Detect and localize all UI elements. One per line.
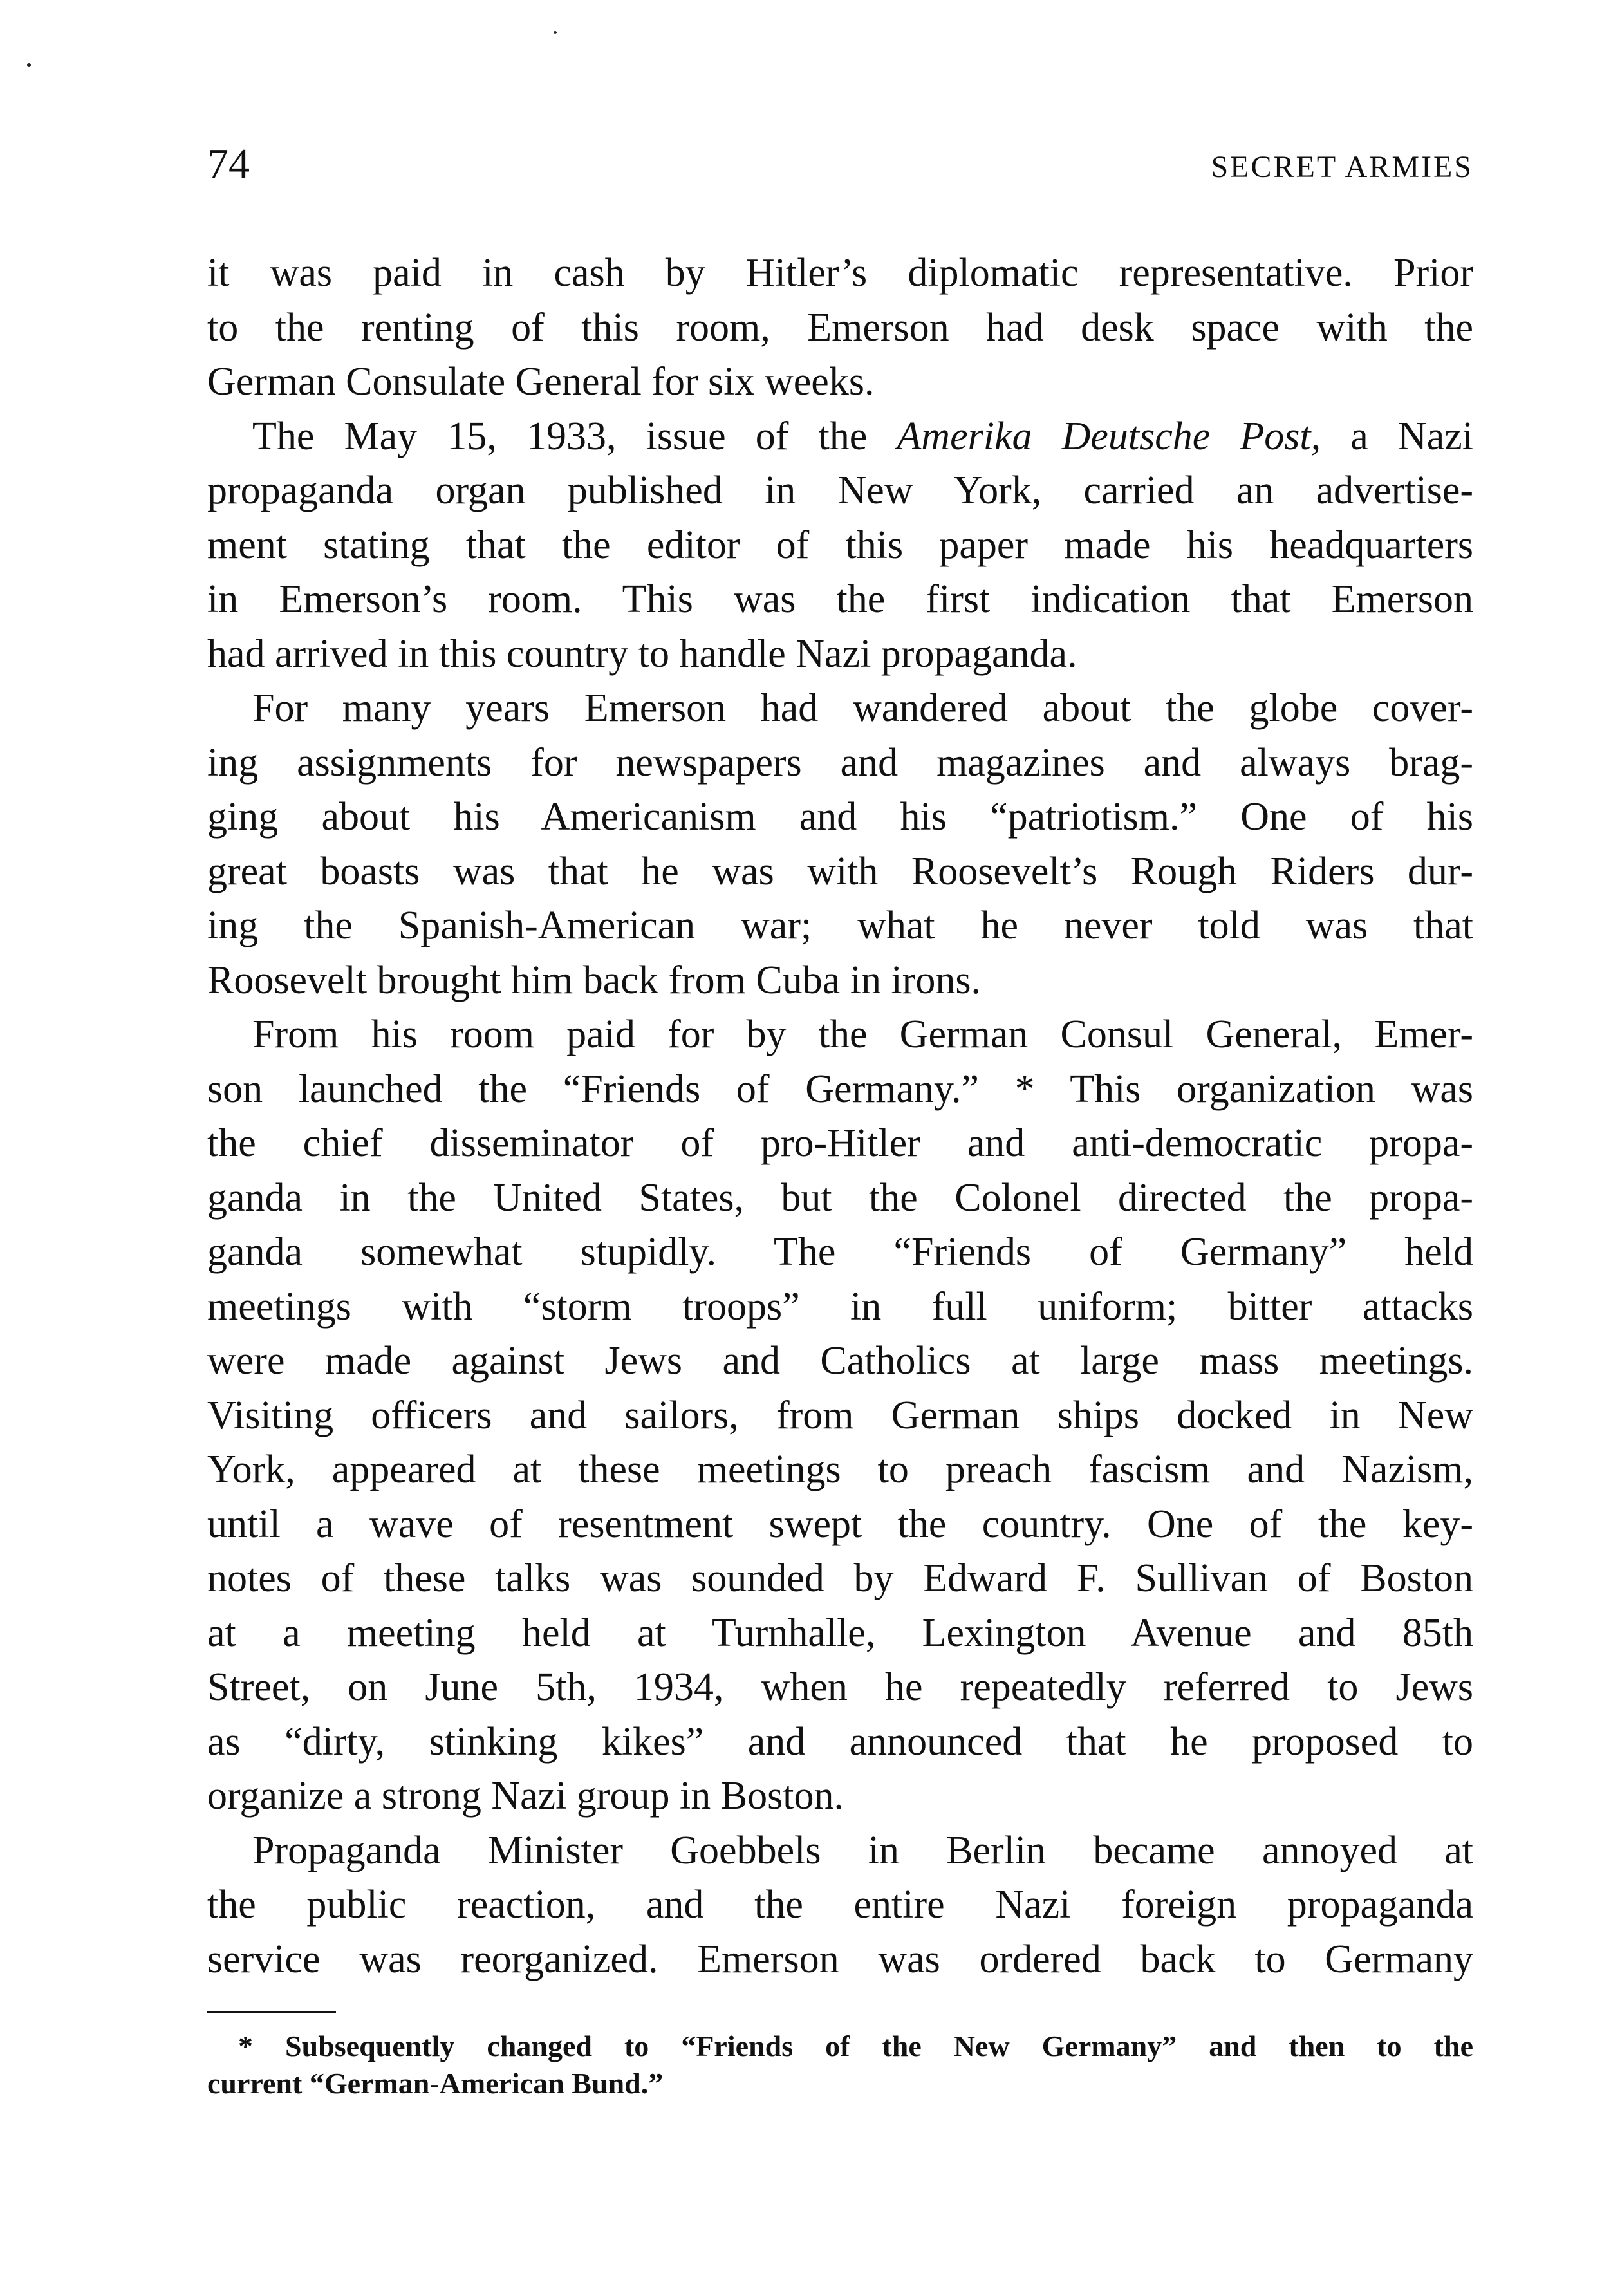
footnote [207,2028,1473,2102]
text-line: propaganda organ published in New York, carried an advertise- [207,469,1473,512]
text-line: until a wave of resentment swept the country. One of the key- [207,1502,1473,1546]
paragraph [207,246,1473,409]
text-line: Propaganda Minister Goebbels in Berlin became annoyed at [252,1828,1473,1872]
page-number: 74 [207,140,250,187]
footnote-line: * Subsequently changed to “Friends of the New Germany” and then to the [238,2030,1473,2062]
paragraph [207,409,1473,682]
text-line: Visiting officers and sailors, from German ships docked in New [207,1393,1473,1437]
print-speck [27,63,31,67]
paragraph [207,1007,1473,1824]
text-line: ganda somewhat stupidly. The “Friends of Germany” held [207,1230,1473,1274]
running-head: SECRET ARMIES [1211,150,1473,184]
body-text [207,246,1473,1986]
text-line: organize a strong Nazi group in Boston. [207,1774,844,1818]
text-line: had arrived in this country to handle Nazi propaganda. [207,631,1077,676]
text-line: For many years Emerson had wandered about the globe cover- [252,686,1473,730]
text-line: From his room paid for by the German Consul General, Emer- [252,1013,1473,1056]
text-line [207,409,1473,464]
text-line: meetings with “storm troops” in full uniform; bitter attacks [207,1284,1473,1329]
footnote-line: current “German-American Bund.” [207,2067,664,2100]
text-line: the chief disseminator of pro-Hitler and anti-democratic propa- [207,1121,1473,1165]
footnote-rule [207,2011,336,2013]
text-line: at a meeting held at Turnhalle, Lexington Avenue and 85th [207,1610,1473,1655]
publication-title: Amerika Deutsche Post, [897,414,1321,458]
text-line: as “dirty, stinking kikes” and announced that he proposed to [207,1719,1473,1764]
text-line: ganda in the United States, but the Colonel directed the propa- [207,1175,1473,1220]
text-run: The May 15, 1933, issue of the [252,414,897,458]
text-line: German Consulate General for six weeks. [207,360,875,404]
paragraph [207,681,1473,1007]
print-speck [554,31,557,34]
text-line: it was paid in cash by Hitler’s diplomatic representative. Prior [207,251,1473,295]
text-line: ging about his Americanism and his “patriotism.” One of his [207,795,1473,839]
text-line: service was reorganized. Emerson was ordered back to Germany [207,1937,1473,1981]
text-line: were made against Jews and Catholics at large mass meetings. [207,1339,1473,1383]
text-line: notes of these talks was sounded by Edward F. Sullivan of Boston [207,1556,1473,1600]
paragraph [207,1824,1473,1987]
text-run: a Nazi [1321,414,1473,458]
text-line: Roosevelt brought him back from Cuba in irons. [207,958,981,1002]
text-line: to the renting of this room, Emerson had desk space with the [207,305,1473,350]
text-line: ing the Spanish-American war; what he never told was that [207,904,1473,947]
text-line: in Emerson’s room. This was the first indication that Emerson [207,577,1473,621]
text-line: ment stating that the editor of this paper made his headquarters [207,523,1473,567]
text-line: Street, on June 5th, 1934, when he repeatedly referred to Jews [207,1665,1473,1709]
text-line: York, appeared at these meetings to preach fascism and Nazism, [207,1448,1473,1491]
text-line: son launched the “Friends of Germany.” * This organization was [207,1067,1473,1111]
text-line: the public reaction, and the entire Nazi foreign propaganda [207,1883,1473,1927]
text-line: great boasts was that he was with Roosevelt’s Rough Riders dur- [207,849,1473,893]
text-line: ing assignments for newspapers and magazines and always brag- [207,740,1473,785]
page-header [207,135,1473,193]
